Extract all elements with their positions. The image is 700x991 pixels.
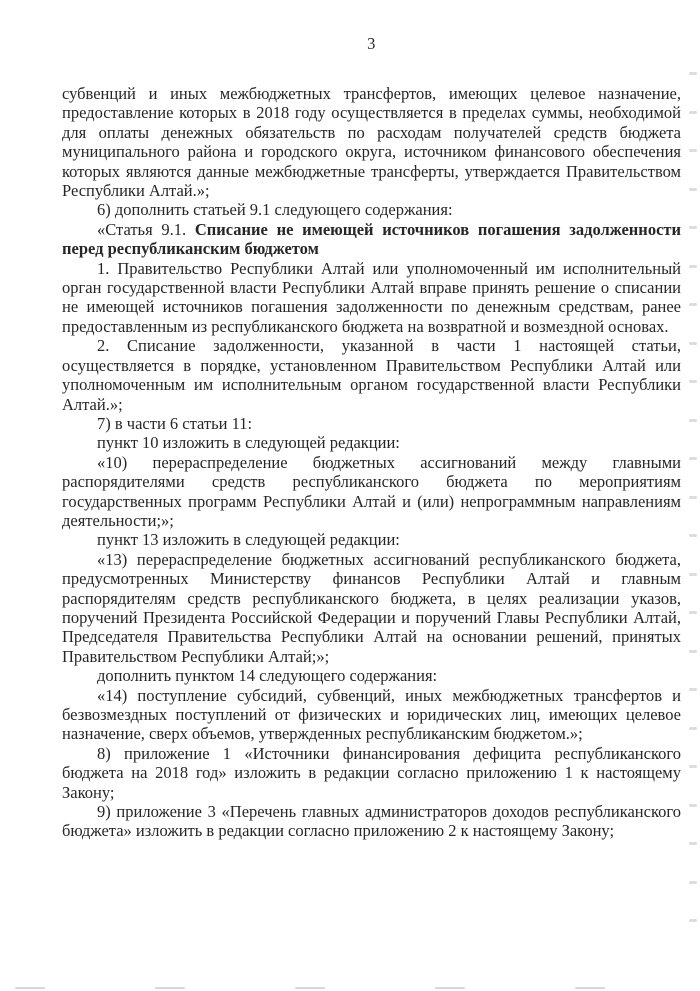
paragraph <box>62 414 681 433</box>
paragraph-text: пункт 10 изложить в следующей редакции: <box>97 433 400 453</box>
paragraph-text: 8) приложение 1 «Источники финансирования дефицита республиканского бюджета на 2018 год» изложить в редакции согласно приложению 1 к настоящему Закону; <box>62 743 681 802</box>
paragraph <box>62 744 681 802</box>
scan-tick <box>689 804 697 807</box>
paragraph-text: «10) перераспределение бюджетных ассигнований между главными распорядителями средств республиканского бюджета по мероприятиям государственных программ Республики Алтай и (или) непрограммным направлениям деятельности;»; <box>62 452 681 530</box>
document-body <box>62 84 681 841</box>
scan-tick <box>689 496 697 499</box>
scan-tick <box>689 919 697 922</box>
scan-tick <box>689 534 697 537</box>
scan-dash <box>155 987 185 989</box>
scan-tick <box>689 611 697 614</box>
paragraph <box>62 220 681 259</box>
paragraph <box>62 200 681 219</box>
paragraph <box>62 530 681 549</box>
paragraph-text: дополнить пунктом 14 следующего содержания: <box>97 666 438 686</box>
paragraph-text: «14) поступление субсидий, субвенций, иных межбюджетных трансфертов и безвозмездных поступлений от физических и юридических лиц, имеющих целевое назначение, сверх объемов, утвержденных республиканским бюджетом.»; <box>62 685 681 744</box>
paragraph <box>62 433 681 452</box>
paragraph-text: субвенций и иных межбюджетных трансфертов, имеющих целевое назначение, предоставление которых в 2018 году осуществляется в пределах суммы, необходимой для оплаты денежных обязательств по расходам получателей средств бюджета муниципального района и городского округа, источником финансового обеспечения которых являются данные межбюджетные трансферты, утверждается Правительством Республики Алтай.»; <box>62 84 681 201</box>
scan-tick <box>689 72 697 75</box>
paragraph <box>62 666 681 685</box>
paragraph-text: 2. Списание задолженности, указанной в части 1 настоящей статьи, осуществляется в порядке, установленном Правительством Республики Алтай или уполномоченным им исполнительным органом государственной власти Республики Алтай.»; <box>62 336 681 414</box>
scan-tick <box>689 226 697 229</box>
paragraph <box>62 336 681 414</box>
paragraph <box>62 84 681 200</box>
scan-tick <box>689 111 697 114</box>
paragraph-text: «Статья 9.1. <box>97 219 195 239</box>
scan-dash <box>295 987 325 989</box>
scan-tick <box>689 265 697 268</box>
page-number: 3 <box>367 34 376 53</box>
paragraph-text: пункт 13 изложить в следующей редакции: <box>97 530 400 550</box>
paragraph-text: «13) перераспределение бюджетных ассигнований республиканского бюджета, предусмотренных Министерству финансов Республики Алтай и главным распорядителям средств республиканского бюджета, в целях реализации указов, поручений Президента Российской Федерации и поручений Главы Республики Алтай, Председателя Правительства Республики Алтай на основании решений, принятых Правительством Республики Алтай;»; <box>62 549 681 666</box>
paragraph-text: 6) дополнить статьей 9.1 следующего содержания: <box>97 200 453 220</box>
scan-tick <box>689 688 697 691</box>
paragraph-text-bold: Списание не имеющей источников погашения задолженности перед республиканским бюджетом <box>62 219 681 259</box>
paragraph <box>62 550 681 666</box>
scan-artifact-bottom-edge <box>0 983 700 991</box>
scan-dash <box>15 987 45 989</box>
paragraph-text: 9) приложение 3 «Перечень главных администраторов доходов республиканского бюджета» изложить в редакции согласно приложению 2 к настоящему Закону; <box>62 802 681 841</box>
scan-tick <box>689 149 697 152</box>
scan-tick <box>689 650 697 653</box>
scan-artifact-right-edge <box>686 0 700 991</box>
scan-tick <box>689 419 697 422</box>
scan-dash <box>435 987 465 989</box>
scan-tick <box>689 303 697 306</box>
paragraph <box>62 259 681 337</box>
paragraph <box>62 802 681 841</box>
paragraph <box>62 686 681 744</box>
scan-tick <box>689 342 697 345</box>
scan-tick <box>689 457 697 460</box>
scan-tick <box>689 842 697 845</box>
scan-tick <box>689 765 697 768</box>
scan-dash <box>575 987 605 989</box>
paragraph-text: 7) в части 6 статьи 11: <box>97 413 253 433</box>
scan-tick <box>689 188 697 191</box>
scan-tick <box>689 573 697 576</box>
scan-tick <box>689 380 697 383</box>
scan-tick <box>689 881 697 884</box>
scan-tick <box>689 727 697 730</box>
paragraph <box>62 453 681 531</box>
paragraph-text: 1. Правительство Республики Алтай или уполномоченный им исполнительный орган государственной власти Республики Алтай вправе принять решение о списании не имеющей источников погашения задолженности по денежным средствам, ранее предоставленным из республиканского бюджета на возвратной и возмездной основах. <box>62 258 681 336</box>
